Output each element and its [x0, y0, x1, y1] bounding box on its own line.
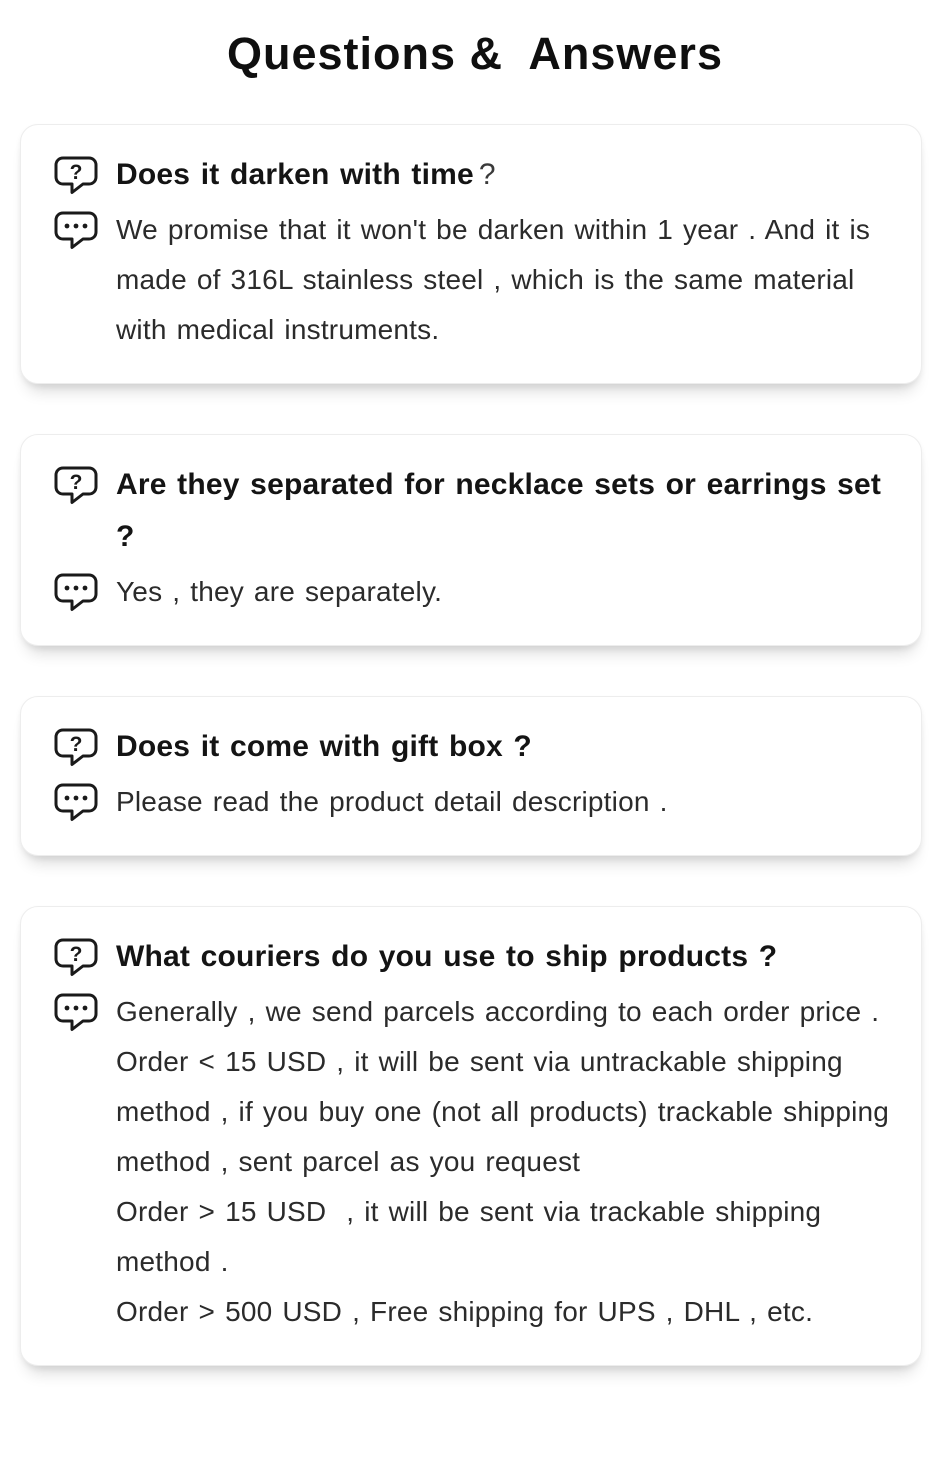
qa-card [20, 696, 922, 856]
answer-paragraph: Order > 500 USD , Free shipping for UPS , DHL , etc. [116, 1296, 814, 1327]
question-bubble-icon [53, 154, 99, 198]
question-bubble-icon [53, 726, 99, 770]
question-text-suffix: ? [478, 158, 496, 191]
answer-paragraph: Yes , they are separately. [116, 576, 443, 607]
answer-text [116, 987, 900, 1337]
answer-bubble-icon [53, 991, 99, 1035]
question-text-main: What couriers do you use to ship products ? [116, 940, 778, 973]
question-row [53, 149, 893, 201]
question-row [53, 721, 893, 773]
question-text-main: Does it darken with time [116, 158, 474, 191]
qa-card [20, 434, 922, 646]
page-title: Questions & Answers [227, 28, 723, 79]
question-text-main: Does it come with gift box ? [116, 730, 532, 763]
answer-paragraph: Please read the product detail description . [116, 786, 668, 817]
question-row [53, 459, 893, 563]
answer-paragraph: Order > 15 USD , it will be sent via trackable shipping method . [116, 1196, 832, 1277]
answer-bubble-icon [53, 571, 99, 615]
question-text [116, 459, 893, 563]
answer-bubble-icon [53, 781, 99, 825]
question-bubble-icon [53, 936, 99, 980]
answer-bubble-icon [53, 209, 99, 253]
question-text [116, 149, 496, 201]
question-bubble-icon [53, 464, 99, 508]
answer-row [53, 567, 893, 617]
answer-paragraph: Generally , we send parcels according to each order price . [116, 996, 880, 1027]
answer-text [116, 567, 893, 617]
qa-card [20, 124, 922, 384]
answer-text [116, 777, 893, 827]
svg-text:?: ? [69, 471, 83, 494]
svg-text:?: ? [69, 733, 83, 756]
svg-text:?: ? [69, 161, 83, 184]
question-text [116, 721, 532, 773]
question-row [53, 931, 893, 983]
answer-text [116, 205, 893, 355]
qa-card [20, 906, 922, 1366]
question-text [116, 931, 777, 983]
svg-text:?: ? [69, 943, 83, 966]
answer-row [53, 987, 900, 1337]
answer-row [53, 205, 893, 355]
question-text-main: Are they separated for necklace sets or earrings set ? [116, 468, 882, 553]
answer-row [53, 777, 893, 827]
answer-paragraph: We promise that it won't be darken within 1 year . And it is made of 316L stainless steel , which is the same material with medical instruments. [116, 214, 881, 345]
answer-paragraph: Order < 15 USD , it will be sent via untrackable shipping method , if you buy one (not all products) trackable shipping method , sent parcel as you request [116, 1046, 900, 1177]
